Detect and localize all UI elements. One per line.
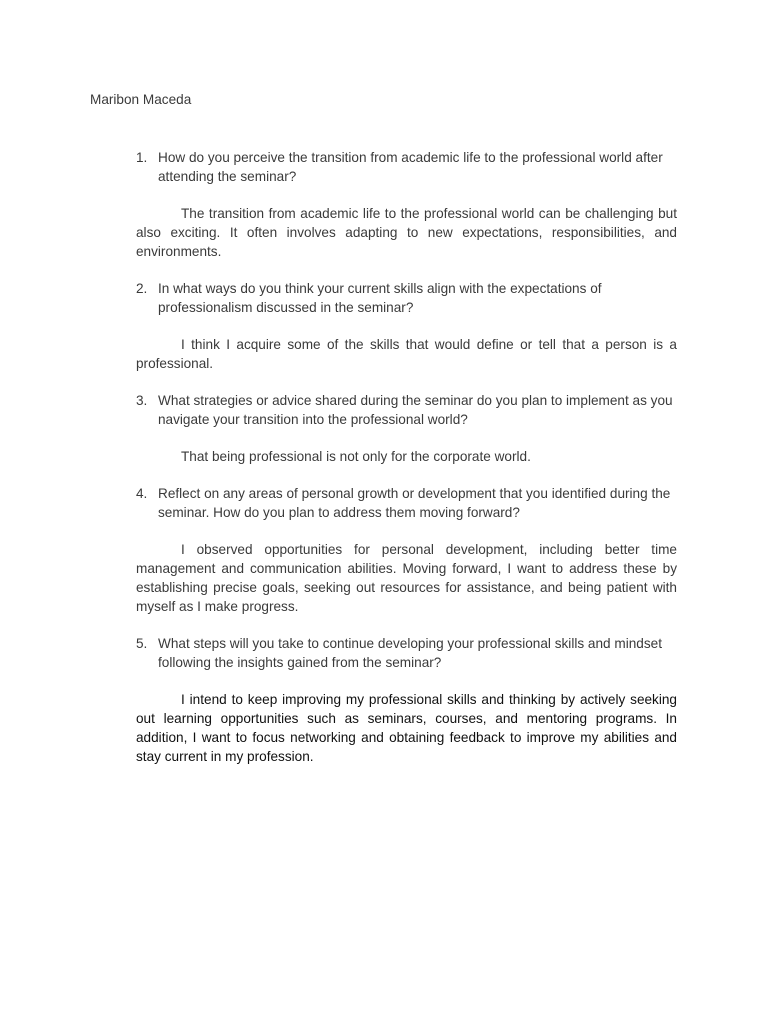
answer-1: The transition from academic life to the professional world can be challenging but also exciting. It often involves adapting to new expectations, responsibilities, and environments. bbox=[136, 206, 677, 259]
answer-5: I intend to keep improving my professional skills and thinking by actively seeking out learning opportunities such as seminars, courses, and mentoring programs. In addition, I want to focus networking and obtaining feedback to improve my abilities and stay current in my profession. bbox=[136, 692, 677, 764]
question-2 bbox=[136, 279, 677, 317]
question-number-2: 2. bbox=[136, 281, 148, 296]
question-item-1 bbox=[136, 148, 677, 261]
question-text-5: What steps will you take to continue developing your professional skills and mindset following the insights gained from the seminar? bbox=[158, 636, 662, 670]
question-3 bbox=[136, 391, 677, 429]
question-number-4: 4. bbox=[136, 486, 148, 501]
question-number-1: 1. bbox=[136, 150, 148, 165]
answer-4: I observed opportunities for personal development, including better time management and communication abilities. Moving forward, I want to address these by establishing precise goals, seeking out resources for assistance, and being patient with myself as I make progress. bbox=[136, 542, 677, 614]
question-1 bbox=[136, 148, 677, 186]
question-item-2 bbox=[136, 279, 677, 373]
answer-3: That being professional is not only for the corporate world. bbox=[181, 449, 531, 464]
author-name: Maribon Maceda bbox=[90, 92, 192, 107]
questionnaire bbox=[136, 148, 677, 784]
answer-2: I think I acquire some of the skills that would define or tell that a person is a professional. bbox=[136, 337, 677, 371]
question-number-3: 3. bbox=[136, 393, 148, 408]
question-4 bbox=[136, 484, 677, 522]
question-number-5: 5. bbox=[136, 636, 148, 651]
question-item-5 bbox=[136, 634, 677, 766]
question-item-3 bbox=[136, 391, 677, 466]
question-item-4 bbox=[136, 484, 677, 616]
question-text-2: In what ways do you think your current skills align with the expectations of professionalism discussed in the seminar? bbox=[158, 281, 602, 315]
question-text-3: What strategies or advice shared during the seminar do you plan to implement as you navigate your transition into the professional world? bbox=[158, 393, 673, 427]
question-text-4: Reflect on any areas of personal growth or development that you identified during the seminar. How do you plan to address them moving forward? bbox=[158, 486, 671, 520]
question-text-1: How do you perceive the transition from academic life to the professional world after attending the seminar? bbox=[158, 150, 663, 184]
question-5 bbox=[136, 634, 677, 672]
